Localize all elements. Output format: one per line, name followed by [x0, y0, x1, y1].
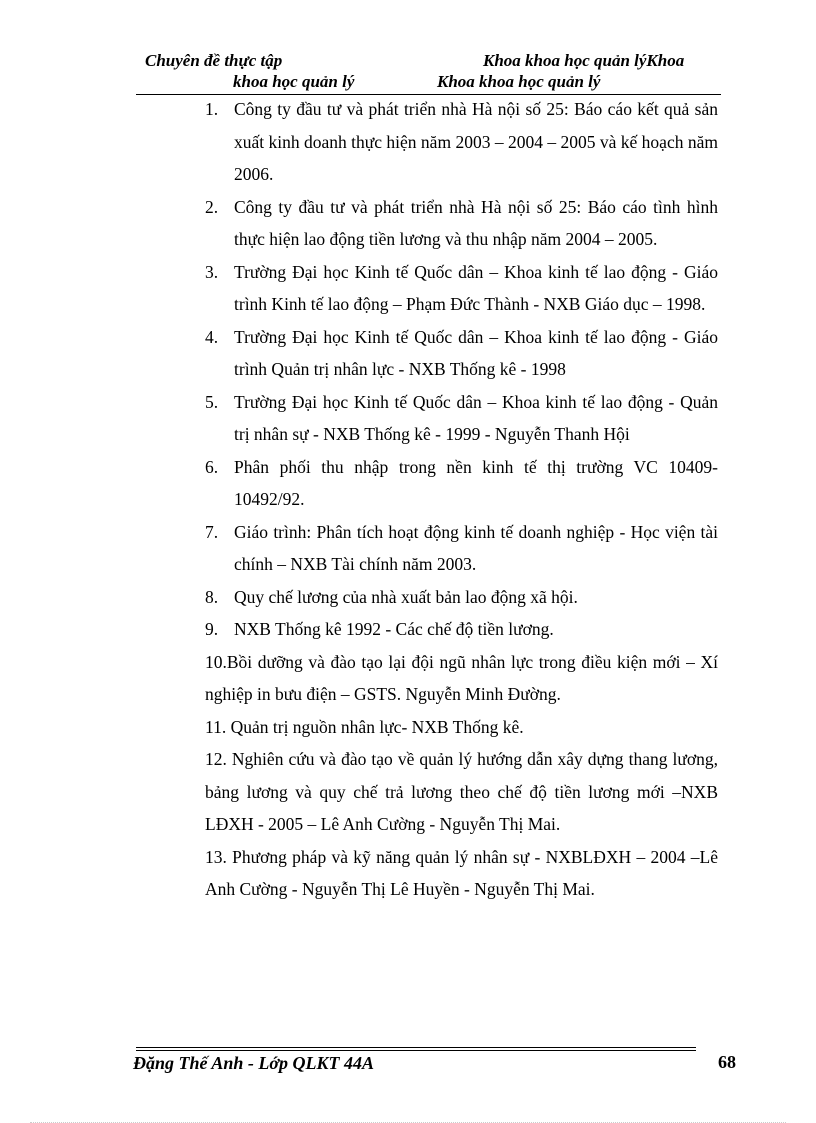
reference-item [205, 613, 718, 646]
reference-text: Công ty đầu tư và phát triển nhà Hà nội số 25: Báo cáo tình hình thực hiện lao động tiền lương và thu nhập năm 2004 – 2005. [234, 196, 718, 249]
header-faculty-cont: Khoa khoa học quản lý [437, 72, 601, 91]
reference-list [205, 93, 718, 906]
reference-item [205, 711, 718, 744]
reference-item [205, 256, 718, 321]
reference-item [205, 581, 718, 614]
header-topic-cont: khoa học quản lý [233, 72, 355, 91]
reference-text: Giáo trình: Phân tích hoạt động kinh tế doanh nghiệp - Học viện tài chính – NXB Tài chính năm 2003. [234, 521, 718, 574]
reference-item [205, 93, 718, 191]
reference-item [205, 191, 718, 256]
reference-text: 10.Bồi dưỡng và đào tạo lại đội ngũ nhân lực trong điều kiện mới – Xí nghiệp in bưu điện – GSTS. Nguyễn Minh Đường. [205, 651, 718, 704]
reference-text: NXB Thống kê 1992 - Các chế độ tiền lương. [234, 619, 554, 639]
reference-text: Trường Đại học Kinh tế Quốc dân – Khoa kinh tế lao động - Giáo trình Kinh tế lao động – Phạm Đức Thành - NXB Giáo dục – 1998. [234, 261, 718, 314]
reference-item [205, 386, 718, 451]
reference-item [205, 516, 718, 581]
reference-number: 9. [205, 619, 219, 639]
reference-number: 5. [205, 391, 219, 412]
reference-text: Công ty đầu tư và phát triển nhà Hà nội số 25: Báo cáo kết quả sản xuất kinh doanh thực hiện năm 2003 – 2004 – 2005 và kế hoạch năm 2006. [234, 99, 718, 184]
footer-rule-top [136, 1047, 696, 1048]
reference-number: 3. [205, 261, 219, 282]
reference-item [205, 743, 718, 841]
reference-text: Trường Đại học Kinh tế Quốc dân – Khoa kinh tế lao động - Giáo trình Quản trị nhân lực - NXB Thống kê - 1998 [234, 326, 718, 379]
reference-text: Phân phối thu nhập trong nền kinh tế thị trường VC 10409-10492/92. [234, 456, 718, 509]
reference-text: Quy chế lương của nhà xuất bản lao động xã hội. [234, 586, 578, 607]
reference-item [205, 841, 718, 906]
reference-number: 1. [205, 99, 219, 119]
reference-text: 11. Quản trị nguồn nhân lực- NXB Thống kê. [205, 716, 524, 737]
reference-number: 7. [205, 521, 219, 542]
reference-item [205, 451, 718, 516]
reference-number: 6. [205, 456, 219, 477]
header-faculty: Khoa khoa học quản lýKhoa [483, 51, 685, 70]
reference-text: 13. Phương pháp và kỹ năng quản lý nhân sự - NXBLĐXH – 2004 –Lê Anh Cường - Nguyễn Thị Lê Huyền - Nguyễn Thị Mai. [205, 846, 718, 899]
reference-number: 8. [205, 586, 219, 607]
page-number: 68 [718, 1052, 736, 1072]
reference-number: 4. [205, 326, 219, 347]
footer-author: Đặng Thế Anh - Lớp QLKT 44A [133, 1053, 375, 1073]
reference-text: 12. Nghiên cứu và đào tạo về quản lý hướng dẫn xây dựng thang lương, bảng lương và quy chế trả lương theo chế độ tiền lương mới –NXB LĐXH - 2005 – Lê Anh Cường - Nguyễn Thị Mai. [205, 749, 718, 834]
reference-text: Trường Đại học Kinh tế Quốc dân – Khoa kinh tế lao động - Quản trị nhân sự - NXB Thống kê - 1999 - Nguyễn Thanh Hội [234, 391, 718, 444]
reference-item [205, 321, 718, 386]
header-topic: Chuyên đề thực tập [145, 51, 283, 70]
reference-number: 2. [205, 196, 219, 217]
reference-item [205, 646, 718, 711]
footer-rule-bottom [136, 1050, 696, 1051]
